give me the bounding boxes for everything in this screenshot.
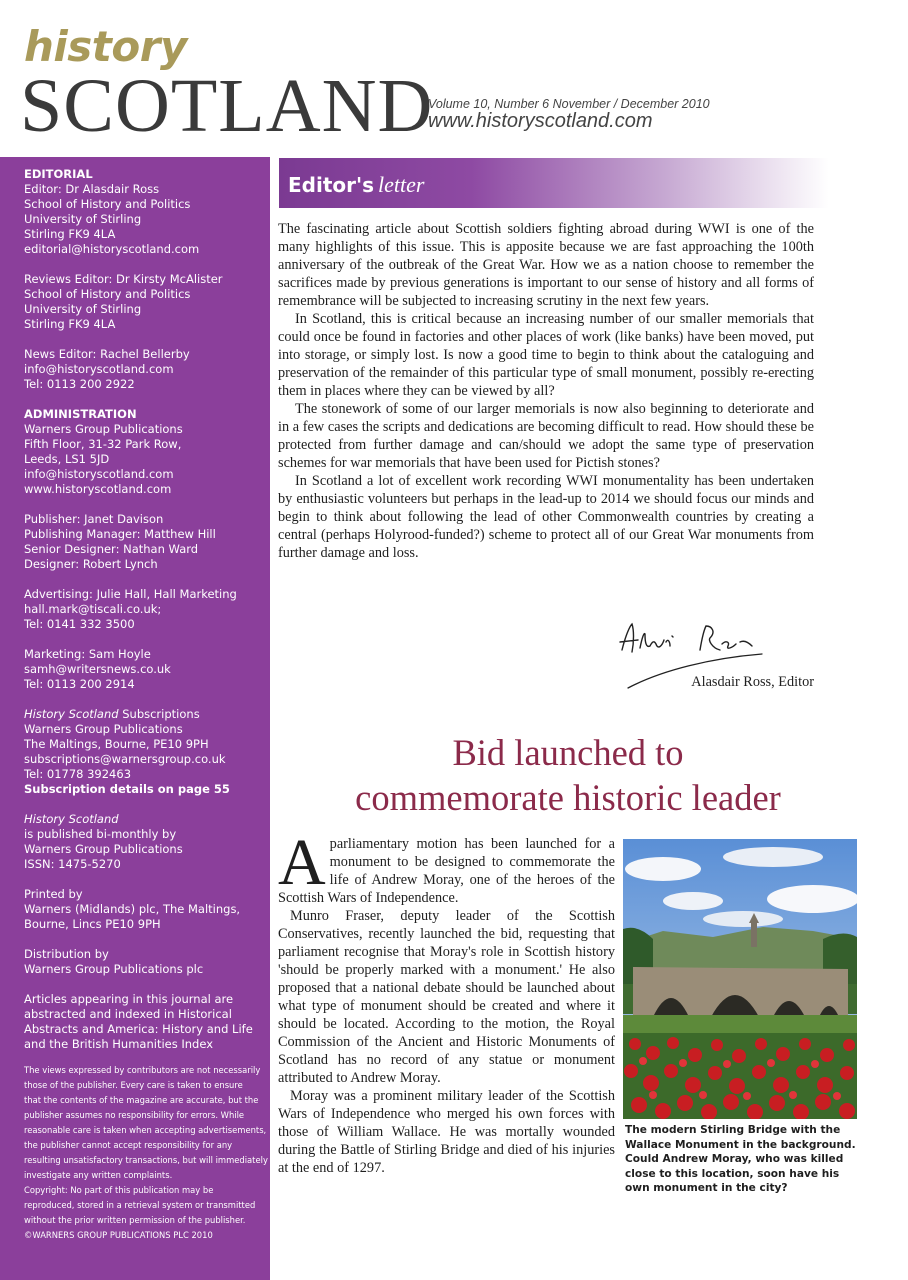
disclaimer-line: investigate any written complaints. <box>24 1170 173 1180</box>
abstracts-block <box>24 992 256 1052</box>
staff-block <box>24 512 256 572</box>
sidebar-line: Editor: Dr Alasdair Ross <box>24 182 160 196</box>
letter-paragraph: The fascinating article about Scottish soldiers fighting abroad during WWI is one of the many highlights of this issue. This is apposite because we are fast approaching the 100th anniversary of the outbreak of the Great War. How we as a nation choose to remember the sacrifices made by previous generations is important to our sense of history and all forms of remembrance will be subjected to increasing scrutiny in the next few years. <box>278 221 814 309</box>
subscriptions-title <box>24 707 256 722</box>
sidebar-line: School of History and Politics <box>24 197 191 211</box>
sidebar-line: News Editor: Rachel Bellerby <box>24 347 190 361</box>
disclaimer-line: Copyright: No part of this publication may be <box>24 1185 214 1195</box>
subscriptions-block <box>24 707 256 797</box>
subscriptions-email[interactable]: subscriptions@warnersgroup.co.uk <box>24 752 226 766</box>
stirling-bridge-photo <box>623 839 857 1119</box>
sidebar-line: Reviews Editor: Dr Kirsty McAlister <box>24 272 223 286</box>
sidebar-line: and the British Humanities Index <box>24 1037 214 1051</box>
letter-paragraph: In Scotland, this is critical because an increasing number of our smaller memorials that could once be found in factories and other places of work (like banks) have been moved, put into storage, or simply lost. Is now a good time to begin to think about the cataloguing and preservation of the remainder of this particular type of small monument, possibly re-erecting them in places where they can be viewed by all? <box>278 311 814 399</box>
sidebar-line: Marketing: Sam Hoyle <box>24 647 151 661</box>
headline-line-1: Bid launched to <box>452 732 684 773</box>
disclaimer-line: that the contents of the magazine are accurate, but the <box>24 1095 259 1105</box>
signature-name: Alasdair Ross, Editor <box>691 674 814 690</box>
advertising-email[interactable]: hall.mark@tiscali.co.uk; <box>24 602 162 616</box>
news-block <box>24 347 256 392</box>
disclaimer-line: The views expressed by contributors are not necessarily <box>24 1065 261 1075</box>
editorial-block <box>24 167 256 257</box>
disclaimer-line: reproduced, stored in a retrieval system or transmitted <box>24 1200 256 1210</box>
letter-paragraph: The stonework of some of our larger memorials is now also beginning to deteriorate and in a few cases the scripts and dedications are becoming difficult to read. How should these be protected from further damage and can/should we adopt the same type of preservation schemes for war memorials that have been used for Pictish stones? <box>278 401 814 471</box>
advertising-block <box>24 587 256 632</box>
article-paragraph: parliamentary motion has been launched for a monument to be designed to commemorate the life of Andrew Moray, one of the heroes of the Scottish Wars of Independence. <box>278 836 615 906</box>
sidebar-line: Stirling FK9 4LA <box>24 227 116 241</box>
administration-heading: ADMINISTRATION <box>24 407 137 421</box>
administration-block <box>24 407 256 497</box>
editors-letter-body <box>278 220 814 562</box>
marketing-email[interactable]: samh@writersnews.co.uk <box>24 662 171 676</box>
sidebar-line: Designer: Robert Lynch <box>24 557 158 571</box>
disclaimer-block <box>24 1063 268 1243</box>
sidebar-line: Fifth Floor, 31-32 Park Row, <box>24 437 182 451</box>
sidebar-line: Publisher: Janet Davison <box>24 512 164 526</box>
disclaimer-line: without the prior written permission of the publisher. <box>24 1215 246 1225</box>
sidebar-line: Tel: 01778 392463 <box>24 767 132 781</box>
sidebar-line: Printed by <box>24 887 83 901</box>
disclaimer-line: resulting unsatisfactory transactions, but will immediately <box>24 1155 268 1165</box>
copyright-line: ©WARNERS GROUP PUBLICATIONS PLC 2010 <box>24 1230 213 1240</box>
news-email[interactable]: info@historyscotland.com <box>24 362 174 376</box>
reviews-block <box>24 272 256 332</box>
disclaimer-line: reasonable care is taken when accepting advertisements, <box>24 1125 267 1135</box>
sidebar-line: Articles appearing in this journal are <box>24 992 234 1006</box>
sidebar-line: Bourne, Lincs PE10 9PH <box>24 917 161 931</box>
editorial-email[interactable]: editorial@historyscotland.com <box>24 242 200 256</box>
disclaimer-line: those of the publisher. Every care is taken to ensure <box>24 1080 243 1090</box>
sidebar-line: Distribution by <box>24 947 109 961</box>
masthead-history: history <box>24 22 187 71</box>
sidebar-line: is published bi-monthly by <box>24 827 177 841</box>
admin-website[interactable]: www.historyscotland.com <box>24 482 172 496</box>
sidebar-line: Abstracts and America: History and Life <box>24 1022 253 1036</box>
editorial-heading: EDITORIAL <box>24 167 93 181</box>
sidebar-line: University of Stirling <box>24 302 142 316</box>
sidebar-line: Warners (Midlands) plc, The Maltings, <box>24 902 241 916</box>
sidebar-credits <box>0 157 270 1280</box>
subscriptions-title-rest: Subscriptions <box>118 707 200 721</box>
sidebar-line: abstracted and indexed in Historical <box>24 1007 232 1021</box>
sidebar-line: Senior Designer: Nathan Ward <box>24 542 199 556</box>
admin-email[interactable]: info@historyscotland.com <box>24 467 174 481</box>
sidebar-line: Tel: 0113 200 2914 <box>24 677 135 691</box>
article-headline <box>278 730 858 820</box>
photo-caption: The modern Stirling Bridge with the Wallace Monument in the background. Could Andrew Moray, who was killed close to this location, soon have his own monument in the city? <box>625 1124 856 1195</box>
banner-title-italic: letter <box>378 172 425 197</box>
sidebar-line: The Maltings, Bourne, PE10 9PH <box>24 737 209 751</box>
subscription-details: Subscription details on page 55 <box>24 782 230 796</box>
letter-paragraph: In Scotland a lot of excellent work recording WWI monumentality has been undertaken by enthusiastic volunteers but perhaps in the lead-up to 2014 we should focus our minds and begin to think about following the lead of other Commonwealth countries by creating a central (perhaps Holyrood-funded?) scheme to protect all of our Great War monuments from further damage and loss. <box>278 473 814 561</box>
sidebar-line: Stirling FK9 4LA <box>24 317 116 331</box>
sidebar-line: University of Stirling <box>24 212 142 226</box>
sidebar-line: Warners Group Publications <box>24 842 183 856</box>
printed-block <box>24 887 256 932</box>
sidebar-line: Leeds, LS1 5JD <box>24 452 110 466</box>
marketing-block <box>24 647 256 692</box>
article-paragraph: Moray was a prominent military leader of the Scottish Wars of Independence who merged his own forces with those of William Wallace. He was mortally wounded during the Battle of Stirling Bridge and died of his injuries at the end of 1297. <box>278 1088 615 1176</box>
disclaimer-line: the publisher cannot accept responsibility for any <box>24 1140 233 1150</box>
disclaimer-line: publisher assumes no responsibility for errors. While <box>24 1110 245 1120</box>
sidebar-line: Tel: 0141 332 3500 <box>24 617 135 631</box>
sidebar-line: Warners Group Publications <box>24 422 183 436</box>
banner-title-bold: Editor's <box>288 173 375 197</box>
article-paragraph: Munro Fraser, deputy leader of the Scottish Conservatives, recently launched the bid, requesting that parliament recognise that Moray's role in Scottish history 'should be properly marked with a monument.' He also proposed that a national debate should be launched about what type of monument should be created and where it should be located. According to the motion, the Royal Commission of the Ancient and Historic Monuments of Scotland has no record of any statue or monument attributed to Andrew Moray. <box>278 908 615 1086</box>
sidebar-line: Warners Group Publications plc <box>24 962 204 976</box>
drop-cap: A <box>278 826 326 899</box>
published-title: History Scotland <box>24 812 119 826</box>
subscriptions-title-italic: History Scotland <box>24 707 119 721</box>
sidebar-line: Tel: 0113 200 2922 <box>24 377 135 391</box>
article-body <box>278 826 615 1177</box>
sidebar-line: Advertising: Julie Hall, Hall Marketing <box>24 587 237 601</box>
editors-letter-banner <box>279 158 829 208</box>
sidebar-line: Warners Group Publications <box>24 722 183 736</box>
website-url[interactable]: www.historyscotland.com <box>428 110 653 132</box>
distribution-block <box>24 947 256 977</box>
published-block <box>24 812 256 872</box>
issn: ISSN: 1475-5270 <box>24 857 121 871</box>
headline-line-2: commemorate historic leader <box>355 777 781 818</box>
masthead-scotland: SCOTLAND <box>20 64 434 148</box>
sidebar-line: Publishing Manager: Matthew Hill <box>24 527 216 541</box>
issue-volume: Volume 10, Number 6 November / December 2010 <box>428 97 710 111</box>
sidebar-line: School of History and Politics <box>24 287 191 301</box>
